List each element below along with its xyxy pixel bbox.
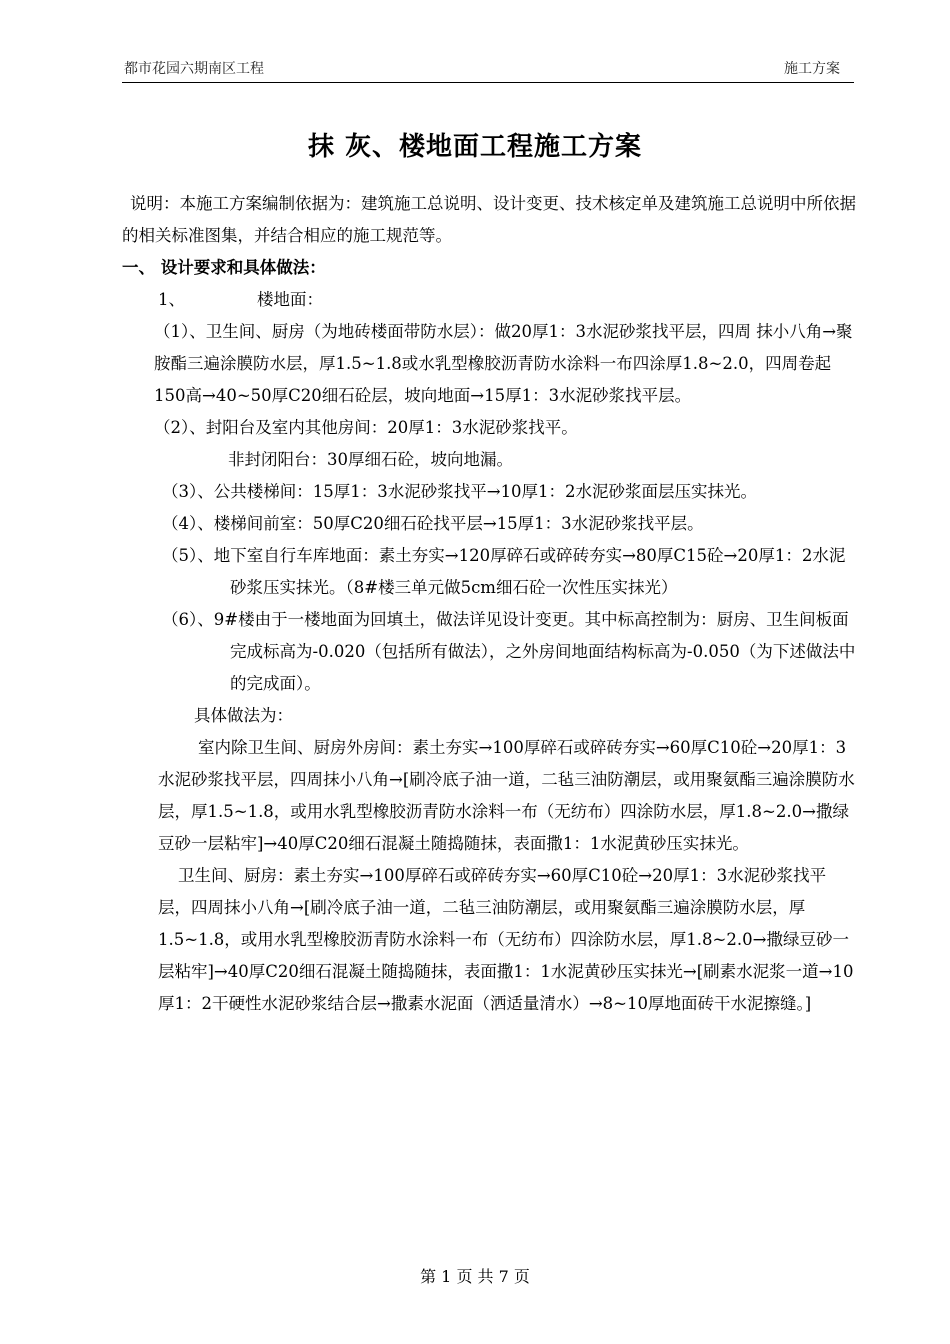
header-rule <box>122 82 854 83</box>
method-paragraph-2: 卫生间、厨房：素土夯实→100厚碎石或碎砖夯实→60厚C10砼→20厚1：3水泥砂浆找平层，四周抹小八角→[刷冷底子油一道，二毡三油防潮层，或用聚氨酯三遍涂膜防水层，厚1.5~1.8，或用水乳型橡胶沥青防水涂料一布（无纺布）四涂防水层，厚1.8~2.0→撒绿豆砂一层粘牢]→40厚C20细石混凝土随捣随抹，表面撒1：1水泥黄砂压实抹光→[刷素水泥浆一道→10厚1：2干硬性水泥砂浆结合层→撒素水泥面（洒适量清水）→8~10厚地面砖干水泥擦缝。] <box>158 866 854 1013</box>
intro-paragraph: 说明：本施工方案编制依据为：建筑施工总说明、设计变更、技术核定单及建筑施工总说明中所依据的相关标准图集，并结合相应的施工规范等。 <box>122 194 856 245</box>
document-body <box>122 188 856 1020</box>
paragraph-3: （3）、公共楼梯间：15厚1：3水泥砂浆找平→10厚1：2水泥砂浆面层压实抹光。 <box>162 482 758 501</box>
page-title: 抹 灰、楼地面工程施工方案 <box>307 132 643 162</box>
page-number: 第 1 页 共 7 页 <box>420 1267 530 1286</box>
paragraph-2: （2）、封阳台及室内其他房间：20厚1：3水泥砂浆找平。 <box>154 418 578 437</box>
paragraph-6: （6）、9#楼由于一楼地面为回填土，做法详见设计变更。其中标高控制为：厨房、卫生间板面完成标高为-0.020（包括所有做法），之外房间地面结构标高为-0.050（为下述做法中的完成面）。 <box>162 610 856 693</box>
section-heading: 一、 设计要求和具体做法： <box>122 258 326 277</box>
item-floor-heading <box>158 284 856 316</box>
method-label: 具体做法为： <box>194 706 293 725</box>
paragraph-2b: 非封闭阳台：30厚细石砼，坡向地漏。 <box>228 450 513 469</box>
paragraph-4: （4）、楼梯间前室：50厚C20细石砼找平层→15厚1：3水泥砂浆找平层。 <box>162 514 704 533</box>
header-doc-type: 施工方案 <box>784 61 840 77</box>
item-number: 1、 <box>158 290 185 309</box>
paragraph-1: （1）、卫生间、厨房（为地砖楼面带防水层）：做20厚1：3水泥砂浆找平层，四周 抹小八角→聚胺酯三遍涂膜防水层，厚1.5~1.8或水乳型橡胶沥青防水涂料一布四涂厚1.8~2.0，四周卷起150高→40~50厚C20细石砼层，坡向地面→15厚1：3水泥砂浆找平层。 <box>154 322 853 405</box>
method-paragraph-1: 室内除卫生间、厨房外房间：素土夯实→100厚碎石或碎砖夯实→60厚C10砼→20厚1：3水泥砂浆找平层，四周抹小八角→[刷冷底子油一道，二毡三油防潮层，或用聚氨酯三遍涂膜防水层，厚1.5~1.8，或用水乳型橡胶沥青防水涂料一布（无纺布）四涂防水层，厚1.8~2.0→撒绿豆砂一层粘牢]→40厚C20细石混凝土随捣随抹，表面撒1：1水泥黄砂压实抹光。 <box>158 738 855 853</box>
paragraph-5: （5）、地下室自行车库地面：素土夯实→120厚碎石或碎砖夯实→80厚C15砼→20厚1：2水泥砂浆压实抹光。（8#楼三单元做5cm细石砼一次性压实抹光） <box>162 546 846 597</box>
header-project-name: 都市花园六期南区工程 <box>124 61 264 77</box>
item-label: 楼地面： <box>257 290 323 309</box>
